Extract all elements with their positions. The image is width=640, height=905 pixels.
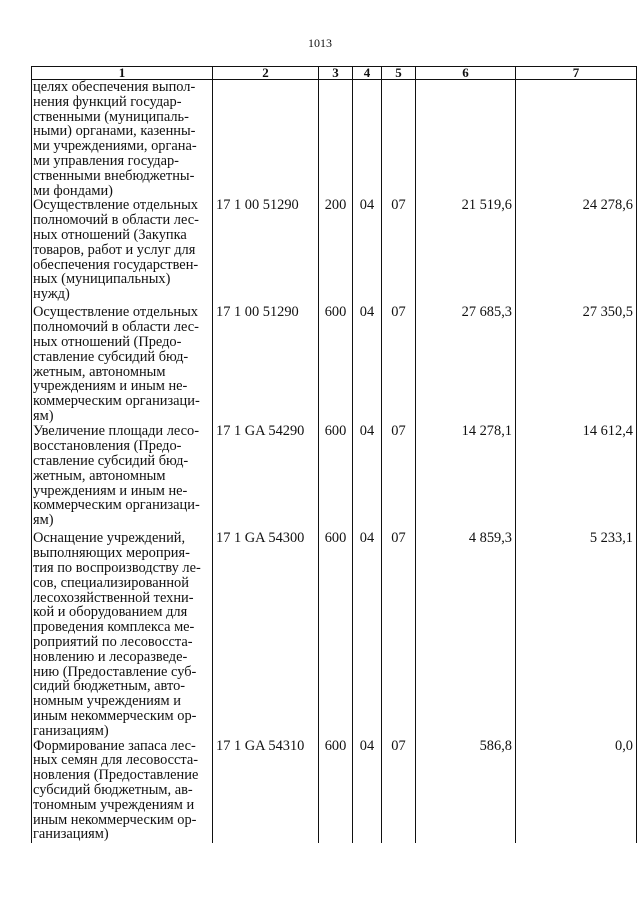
section-cell — [353, 80, 382, 199]
description-line: ных отношений (Закупка — [33, 226, 187, 243]
section-cell: 04 — [353, 739, 382, 843]
amount-year-2-cell — [516, 80, 637, 199]
description-line: ных отношений (Предо- — [33, 333, 182, 350]
header-col-1: 1 — [32, 67, 213, 80]
amount-year-1-cell: 14 278,1 — [416, 424, 516, 531]
expense-type-cell: 600 — [319, 739, 353, 843]
description-line: восстановления (Предо- — [33, 438, 182, 455]
section-cell: 04 — [353, 305, 382, 424]
table-row — [32, 305, 637, 424]
description-line: иным некоммерческим ор- — [33, 707, 197, 724]
header-col-5: 5 — [382, 67, 416, 80]
description-cell — [32, 80, 213, 199]
description-line: нения функций государ- — [33, 93, 182, 110]
description-line: сов, специализированной — [33, 574, 189, 591]
subsection-cell: 07 — [382, 531, 416, 738]
description-line: жетным, автономным — [33, 467, 166, 484]
description-cell — [32, 424, 213, 531]
budget-table — [31, 66, 637, 843]
budget-code-cell: 17 1 GA 54290 — [213, 424, 319, 531]
page-number: 1013 — [308, 36, 332, 50]
description-line: полномочий в области лес- — [33, 212, 199, 229]
description-line: полномочий в области лес- — [33, 319, 199, 336]
description-line: нужд) — [33, 286, 70, 303]
budget-table-wrapper — [31, 66, 636, 843]
subsection-cell — [382, 80, 416, 199]
header-col-4: 4 — [353, 67, 382, 80]
description-cell — [32, 739, 213, 843]
description-line: ям) — [33, 407, 54, 424]
subsection-cell: 07 — [382, 198, 416, 305]
description-line: тономным учреждениям и — [33, 796, 195, 813]
description-line: ми фондами) — [33, 182, 113, 199]
description-line: коммерческим организаци- — [33, 393, 200, 410]
description-line: ных (муниципальных) — [33, 271, 171, 288]
header-col-2: 2 — [213, 67, 319, 80]
section-cell: 04 — [353, 424, 382, 531]
description-cell — [32, 198, 213, 305]
description-line: кой и оборудованием для — [33, 604, 188, 621]
description-line: новления (Предоставление — [33, 767, 199, 784]
amount-year-2-cell: 24 278,6 — [516, 198, 637, 305]
description-line: ственными (муниципаль- — [33, 108, 189, 125]
description-line: ставление субсидий бюд- — [33, 348, 189, 365]
section-cell: 04 — [353, 531, 382, 738]
description-line: ных семян для лесовосста- — [33, 752, 199, 769]
description-line: субсидий бюджетным, ав- — [33, 781, 193, 798]
amount-year-1-cell: 27 685,3 — [416, 305, 516, 424]
description-line: ганизациям) — [33, 722, 109, 739]
budget-code-cell: 17 1 00 51290 — [213, 305, 319, 424]
amount-year-2-cell: 5 233,1 — [516, 531, 637, 738]
description-line: жетным, автономным — [33, 363, 166, 380]
amount-year-2-cell: 14 612,4 — [516, 424, 637, 531]
description-line: ми управления государ- — [33, 152, 179, 169]
section-cell: 04 — [353, 198, 382, 305]
description-line: выполняющих мероприя- — [33, 545, 190, 562]
description-line: обеспечения государствен- — [33, 256, 199, 273]
expense-type-cell: 600 — [319, 424, 353, 531]
description-line: Осуществление отдельных — [33, 304, 198, 321]
description-cell — [32, 305, 213, 424]
amount-year-1-cell: 586,8 — [416, 739, 516, 843]
expense-type-cell: 600 — [319, 531, 353, 738]
header-col-3: 3 — [319, 67, 353, 80]
description-line: роприятий по лесовосста- — [33, 633, 193, 650]
description-line: тия по воспроизводству ле- — [33, 559, 201, 576]
description-line: лесохозяйственной техни- — [33, 589, 194, 606]
expense-type-cell: 200 — [319, 198, 353, 305]
description-line: ганизациям) — [33, 826, 109, 843]
description-line: целях обеспечения выпол- — [33, 79, 196, 95]
subsection-cell: 07 — [382, 305, 416, 424]
amount-year-2-cell: 27 350,5 — [516, 305, 637, 424]
description-line: учреждениям и иным не- — [33, 378, 188, 395]
description-line: Осуществление отдельных — [33, 197, 198, 214]
table-row — [32, 198, 637, 305]
amount-year-1-cell: 21 519,6 — [416, 198, 516, 305]
description-line: ственными внебюджетны- — [33, 167, 195, 184]
description-line: коммерческим организаци- — [33, 497, 200, 514]
description-line: новлению и лесоразведе- — [33, 648, 188, 665]
budget-code-cell — [213, 80, 319, 199]
expense-type-cell: 600 — [319, 305, 353, 424]
description-line: ными) органами, казенны- — [33, 123, 196, 140]
description-line: товаров, работ и услуг для — [33, 241, 196, 258]
table-body — [32, 80, 637, 843]
subsection-cell: 07 — [382, 424, 416, 531]
table-row — [32, 531, 637, 738]
description-line: Формирование запаса лес- — [33, 737, 196, 754]
description-line: номным учреждениям и — [33, 693, 181, 710]
description-line: проведения комплекса ме- — [33, 619, 195, 636]
description-line: ставление субсидий бюд- — [33, 452, 189, 469]
header-col-7: 7 — [516, 67, 637, 80]
description-line: иным некоммерческим ор- — [33, 811, 197, 828]
table-row — [32, 424, 637, 531]
budget-code-cell: 17 1 GA 54310 — [213, 739, 319, 843]
description-cell — [32, 531, 213, 738]
description-line: нию (Предоставление суб- — [33, 663, 197, 680]
amount-year-1-cell — [416, 80, 516, 199]
header-col-6: 6 — [416, 67, 516, 80]
amount-year-2-cell: 0,0 — [516, 739, 637, 843]
description-line: ям) — [33, 512, 54, 529]
description-line: учреждениям и иным не- — [33, 482, 188, 499]
table-row — [32, 739, 637, 843]
table-row — [32, 80, 637, 199]
description-line: сидий бюджетным, авто- — [33, 678, 186, 695]
expense-type-cell — [319, 80, 353, 199]
amount-year-1-cell: 4 859,3 — [416, 531, 516, 738]
description-line: ми учреждениями, органа- — [33, 138, 197, 155]
description-line: Оснащение учреждений, — [33, 530, 186, 547]
description-line: Увеличение площади лесо- — [33, 423, 200, 440]
subsection-cell: 07 — [382, 739, 416, 843]
budget-code-cell: 17 1 00 51290 — [213, 198, 319, 305]
budget-code-cell: 17 1 GA 54300 — [213, 531, 319, 738]
header-row — [32, 67, 637, 80]
